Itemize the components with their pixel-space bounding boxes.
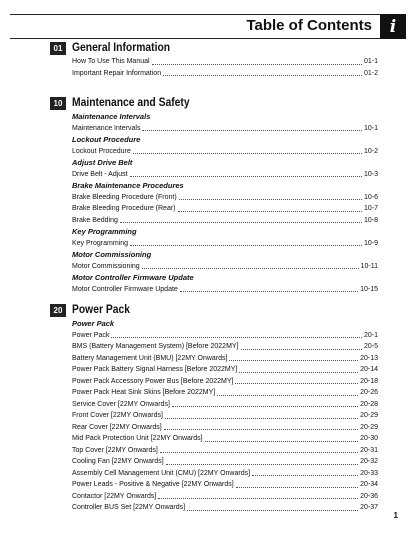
toc-entry[interactable] [72, 456, 378, 468]
toc-entry-title: Contactor [22MY Onwards] [72, 492, 157, 500]
toc-entry[interactable] [72, 422, 378, 434]
toc-entry-page: 10-11 [360, 262, 378, 270]
toc-entry-page: 10-1 [363, 124, 378, 132]
toc-entry-page: 10-3 [363, 170, 378, 178]
dot-leader [165, 418, 358, 419]
dot-leader [130, 245, 362, 246]
toc-entry[interactable] [72, 284, 378, 296]
toc-entry-page: 20-1 [363, 331, 378, 339]
toc-group-heading: Adjust Drive Belt [72, 158, 133, 167]
info-icon: i [380, 14, 406, 39]
toc-entry[interactable] [72, 203, 378, 215]
dot-leader [205, 441, 359, 442]
toc-entry-page: 20-13 [360, 354, 378, 362]
toc-group-heading: Maintenance Intervals [72, 112, 151, 121]
toc-entry-title: Top Cover [22MY Onwards] [72, 446, 158, 454]
toc-entry[interactable] [72, 387, 378, 399]
toc-entry[interactable] [72, 68, 378, 80]
toc-entry-title: Drive Belt - Adjust [72, 170, 128, 178]
toc-entry[interactable] [72, 376, 378, 388]
section-number-badge: 20 [50, 304, 66, 317]
toc-entry-title: Brake Bedding [72, 216, 118, 224]
toc-entry-page: 10-7 [363, 205, 378, 212]
toc-entry-page: 20-29 [360, 423, 378, 431]
toc-group-heading: Motor Commissioning [72, 250, 152, 259]
section-entries [72, 318, 378, 514]
toc-entry[interactable] [72, 146, 378, 158]
toc-entry[interactable] [72, 330, 378, 342]
toc-entry-title: Brake Bleeding Procedure (Rear) [72, 205, 176, 212]
toc-entry-title: Battery Management Unit (BMU) [22MY Onwards] [72, 354, 228, 362]
header-bar [10, 14, 406, 39]
toc-entry-title: Motor Controller Firmware Update [72, 285, 178, 293]
dot-leader [130, 176, 362, 177]
toc-entry-title: Mid Pack Protection Unit [22MY Onwards] [72, 435, 203, 442]
page-number: 1 [393, 511, 398, 520]
toc-entry[interactable] [72, 353, 378, 365]
toc-entry-title: Brake Bleeding Procedure (Front) [72, 193, 177, 201]
toc-entry-page: 10-6 [363, 193, 378, 201]
toc-entry[interactable] [72, 502, 378, 514]
toc-entry-title: Power Pack Accessory Power Bus [Before 2022MY] [72, 377, 234, 385]
toc-entry-page: 20-5 [363, 343, 378, 350]
toc-entry[interactable] [72, 433, 378, 445]
toc-entry[interactable] [72, 261, 378, 273]
dot-leader [111, 337, 362, 338]
toc-entry[interactable] [72, 56, 378, 68]
toc-entry[interactable] [72, 238, 378, 250]
toc-entry-page: 20-14 [360, 366, 378, 373]
section-entries [72, 111, 378, 295]
dot-leader [163, 75, 362, 76]
dot-leader [229, 360, 358, 361]
toc-entry-page: 10-2 [363, 147, 378, 155]
toc-group-heading: Key Programming [72, 227, 137, 236]
toc-entry-page: 20-36 [360, 492, 378, 500]
toc-entry-page: 20-28 [360, 400, 378, 408]
section-entries [72, 56, 378, 79]
dot-leader [236, 487, 358, 488]
toc-entry-title: Maintenance Intervals [72, 124, 141, 132]
toc-entry-title: Lockout Procedure [72, 147, 131, 155]
dot-leader [172, 406, 358, 407]
toc-entry[interactable] [72, 123, 378, 135]
dot-leader [142, 268, 359, 269]
toc-entry[interactable] [72, 479, 378, 491]
toc-entry-title: Power Pack Heat Sink Skins [Before 2022MY] [72, 389, 216, 396]
toc-entry-title: Power Pack [72, 331, 110, 339]
dot-leader [120, 222, 362, 223]
toc-group-heading: Brake Maintenance Procedures [72, 181, 184, 190]
toc-entry-page: 20-37 [360, 504, 378, 511]
toc-entry[interactable] [72, 491, 378, 503]
dot-leader [180, 291, 358, 292]
dot-leader [252, 475, 358, 476]
dot-leader [133, 153, 362, 154]
toc-entry[interactable] [72, 410, 378, 422]
toc-entry-title: Motor Commissioning [72, 262, 140, 270]
toc-entry[interactable] [72, 341, 378, 353]
dot-leader [239, 372, 358, 373]
toc-entry-title: Assembly Cell Management Unit (CMU) [22MY Onwards] [72, 469, 251, 477]
toc-entry-title: Key Programming [72, 239, 129, 247]
toc-entry-page: 10-9 [363, 239, 378, 247]
section-number-badge: 10 [50, 97, 66, 110]
toc-entry[interactable] [72, 445, 378, 457]
dot-leader [178, 211, 362, 212]
dot-leader [179, 199, 362, 200]
toc-entry[interactable] [72, 468, 378, 480]
toc-entry-page: 20-33 [360, 469, 378, 477]
toc-entry-title: Rear Cover [22MY Onwards] [72, 423, 162, 431]
toc-entry-page: 20-30 [360, 435, 378, 442]
toc-entry[interactable] [72, 364, 378, 376]
toc-entry[interactable] [72, 192, 378, 204]
toc-entry-page: 20-34 [360, 481, 378, 488]
toc-entry-page: 20-26 [360, 389, 378, 396]
section-title: General Information [72, 40, 171, 54]
section-title: Maintenance and Safety [72, 95, 190, 109]
section-general-information [50, 40, 378, 77]
toc-group-heading: Lockout Procedure [72, 135, 141, 144]
toc-group-heading: Motor Controller Firmware Update [72, 273, 194, 282]
toc-entry-title: Cooling Fan [22MY Onwards] [72, 458, 164, 465]
dot-leader [235, 383, 358, 384]
toc-entry-title: BMS (Battery Management System) [Before 2022MY] [72, 343, 239, 350]
toc-entry[interactable] [72, 215, 378, 227]
section-power-pack [50, 302, 378, 511]
toc-entry-title: Controller BUS Set [22MY Onwards] [72, 504, 186, 511]
section-maintenance-and-safety [50, 95, 378, 293]
toc-entry-page: 20-31 [360, 446, 378, 454]
toc-entry-title: How To Use This Manual [72, 58, 150, 65]
dot-leader [164, 429, 358, 430]
toc-entry[interactable] [72, 399, 378, 411]
toc-entry-page: 20-18 [360, 377, 378, 385]
section-title: Power Pack [72, 302, 130, 316]
dot-leader [142, 130, 362, 131]
toc-entry[interactable] [72, 169, 378, 181]
toc-entry-page: 01-2 [363, 69, 378, 77]
section-number-badge: 01 [50, 42, 66, 55]
toc-entry-title: Service Cover [22MY Onwards] [72, 400, 170, 408]
page-title: Table of Contents [246, 17, 372, 34]
dot-leader [152, 64, 362, 65]
dot-leader [160, 452, 358, 453]
dot-leader [217, 395, 358, 396]
toc-entry-title: Power Pack Battery Signal Harness [Before 2022MY] [72, 366, 238, 373]
dot-leader [187, 510, 358, 511]
toc-entry-title: Power Leads - Positive & Negative [22MY Onwards] [72, 481, 234, 488]
toc-entry-page: 10-15 [360, 285, 378, 293]
dot-leader [166, 464, 358, 465]
toc-group-heading: Power Pack [72, 319, 115, 328]
toc-entry-page: 20-32 [360, 458, 378, 465]
toc-entry-page: 10-8 [363, 216, 378, 224]
dot-leader [158, 498, 358, 499]
toc-entry-title: Important Repair Information [72, 69, 162, 77]
toc-entry-title: Front Cover [22MY Onwards] [72, 412, 163, 419]
dot-leader [241, 349, 362, 350]
toc-entry-page: 01-1 [363, 58, 378, 65]
toc-entry-page: 20-29 [360, 412, 378, 419]
